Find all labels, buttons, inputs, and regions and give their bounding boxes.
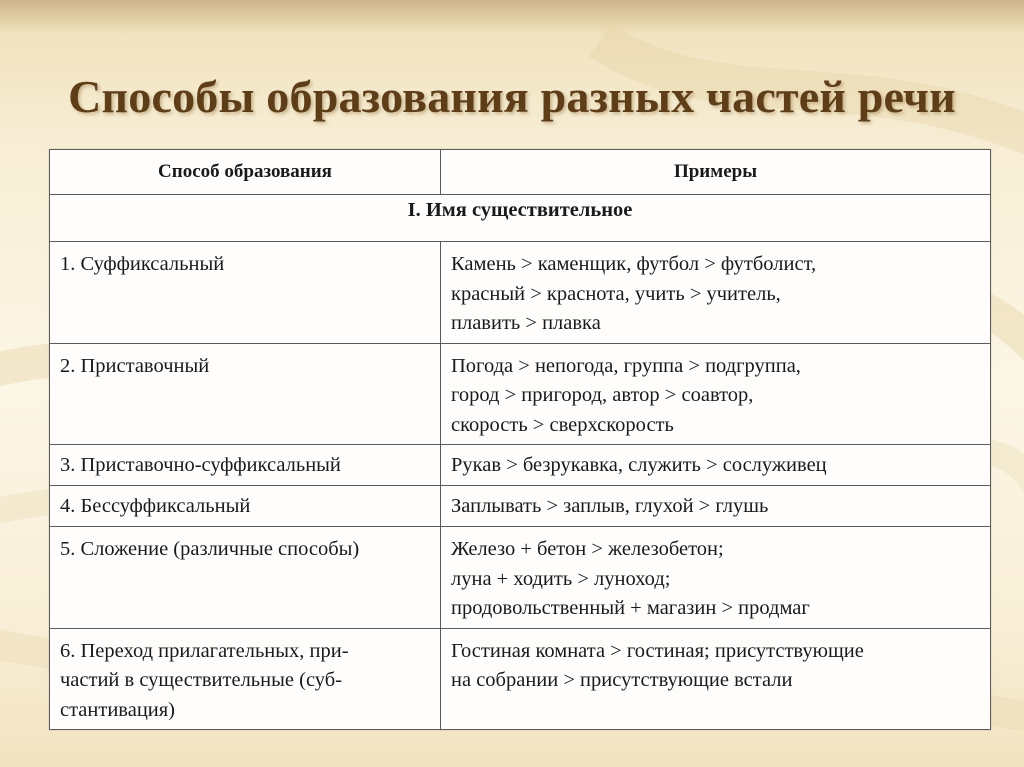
- example-line: Заплывать > заплыв, глухой > глушь: [451, 495, 769, 517]
- example-line: продовольственный + магазин > продмаг: [451, 597, 810, 619]
- method-text-line: стантивация): [60, 698, 176, 721]
- example-line: Железо + бетон > железобетон;: [451, 538, 724, 560]
- section-title-noun: I. Имя существительное: [50, 195, 991, 242]
- example-line: Гостиная комната > гостиная; присутствующие: [451, 639, 864, 662]
- example-line: красный > краснота, учить > учитель,: [451, 282, 781, 305]
- example-line: Погода > непогода, группа > подгруппа,: [451, 354, 801, 377]
- method-cell: [50, 486, 441, 527]
- header-method: Способ образования: [50, 150, 441, 195]
- method-cell: [50, 242, 441, 344]
- table-row: [50, 527, 991, 629]
- method-cell: [50, 343, 441, 445]
- example-line: город > пригород, автор > соавтор,: [451, 384, 754, 406]
- table-row: [50, 445, 991, 486]
- example-line: на собрании > присутствующие встали: [451, 669, 793, 691]
- table-row: [50, 628, 991, 730]
- section-row: [50, 195, 991, 242]
- method-cell: [50, 445, 441, 486]
- method-text: 1. Суффиксальный: [60, 253, 225, 275]
- header-examples: Примеры: [441, 150, 991, 195]
- example-line: плавить > плавка: [451, 312, 601, 334]
- example-line: луна + ходить > луноход;: [451, 567, 671, 590]
- examples-cell: [441, 242, 991, 344]
- method-cell: [50, 527, 441, 629]
- method-text: 4. Бессуффиксальный: [60, 495, 251, 517]
- examples-cell: [441, 628, 991, 730]
- examples-cell: [441, 486, 991, 527]
- example-line: Камень > каменщик, футбол > футболист,: [451, 253, 817, 275]
- table-row: [50, 242, 991, 344]
- example-line: скорость > сверхскорость: [451, 413, 674, 436]
- table-row: [50, 343, 991, 445]
- example-line: Рукав > безрукавка, служить > сослуживец: [451, 454, 827, 476]
- method-text-line: частий в существительные (суб-: [60, 669, 343, 691]
- method-text: 3. Приставочно-суффиксальный: [60, 454, 341, 476]
- examples-cell: [441, 343, 991, 445]
- table-row: [50, 486, 991, 527]
- examples-cell: [441, 527, 991, 629]
- slide-title: Способы образования разных частей речи: [68, 71, 956, 122]
- examples-cell: [441, 445, 991, 486]
- method-cell: [50, 628, 441, 730]
- method-text: 2. Приставочный: [60, 354, 210, 377]
- method-text-line: 6. Переход прилагательных, при-: [60, 639, 349, 662]
- table-header-row: [50, 150, 991, 195]
- word-formation-table: [49, 149, 991, 730]
- method-text: 5. Сложение (различные способы): [60, 538, 360, 560]
